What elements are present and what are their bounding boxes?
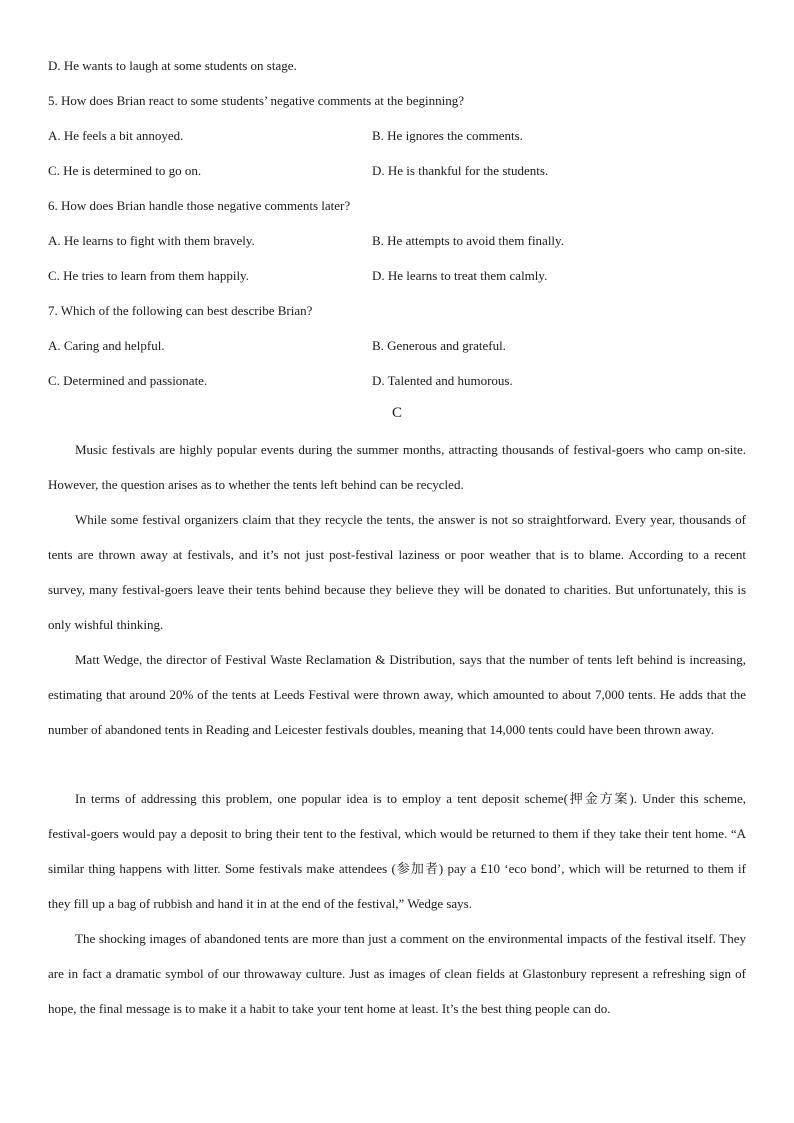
paragraph-4: In terms of addressing this problem, one popular idea is to employ a tent deposit scheme(押金方案). Under this scheme, festival-goers would pay a deposit to bring their tent to the festival, which would be returned to them if they take their tent home. “A similar thing happens with litter. Some festivals make attendees (参加者) pay a £10 ‘eco bond’, which will be returned to them if they fill up a bag of rubbish and hand it in at the end of the festival,” Wedge says.: [48, 791, 746, 911]
q6-option-b: B. He attempts to avoid them finally.: [372, 233, 564, 248]
q7-option-d: D. Talented and humorous.: [372, 373, 513, 388]
q5-option-b: B. He ignores the comments.: [372, 128, 523, 143]
paragraph-5: The shocking images of abandoned tents are more than just a comment on the environmental impacts of the festival itself. They are in fact a dramatic symbol of our throwaway culture. Just as images of clean fields at Glastonbury represent a refreshing sign of hope, the final message is to make it a habit to take your tent home at least. It’s the best thing people can do.: [48, 931, 746, 1016]
paragraph-1: Music festivals are highly popular events during the summer months, attracting thousands of festival-goers who camp on-site. However, the question arises as to whether the tents left behind can be recycled.: [48, 442, 746, 492]
q7-option-c: C. Determined and passionate.: [48, 373, 208, 388]
q5-stem: 5. How does Brian react to some students’ negative comments at the beginning?: [48, 93, 465, 108]
q7-option-a: A. Caring and helpful.: [48, 338, 165, 353]
q5-option-a: A. He feels a bit annoyed.: [48, 128, 184, 143]
q4-option-d: D. He wants to laugh at some students on stage.: [48, 58, 297, 73]
q6-stem: 6. How does Brian handle those negative comments later?: [48, 198, 351, 213]
q7-option-b: B. Generous and grateful.: [372, 338, 506, 353]
paragraph-2: While some festival organizers claim that they recycle the tents, the answer is not so straightforward. Every year, thousands of tents are thrown away at festivals, and it’s not just post-festival laziness or poor weather that is to blame. According to a recent survey, many festival-goers leave their tents behind because they believe they will be donated to charities. But unfortunately, this is only wishful thinking.: [48, 512, 746, 632]
q5-option-d: D. He is thankful for the students.: [372, 163, 549, 178]
q7-stem: 7. Which of the following can best describe Brian?: [48, 303, 313, 318]
section-heading: C: [391, 405, 402, 421]
q6-option-a: A. He learns to fight with them bravely.: [48, 233, 255, 248]
q6-option-c: C. He tries to learn from them happily.: [48, 268, 249, 283]
q5-option-c: C. He is determined to go on.: [48, 163, 202, 178]
paragraph-3: Matt Wedge, the director of Festival Waste Reclamation & Distribution, says that the number of tents left behind is increasing, estimating that around 20% of the tents at Leeds Festival were thrown away, which amounted to about 7,000 tents. He adds that the number of abandoned tents in Reading and Leicester festivals doubles, meaning that 14,000 tents could have been thrown away.: [48, 652, 746, 737]
q6-option-d: D. He learns to treat them calmly.: [372, 268, 548, 283]
